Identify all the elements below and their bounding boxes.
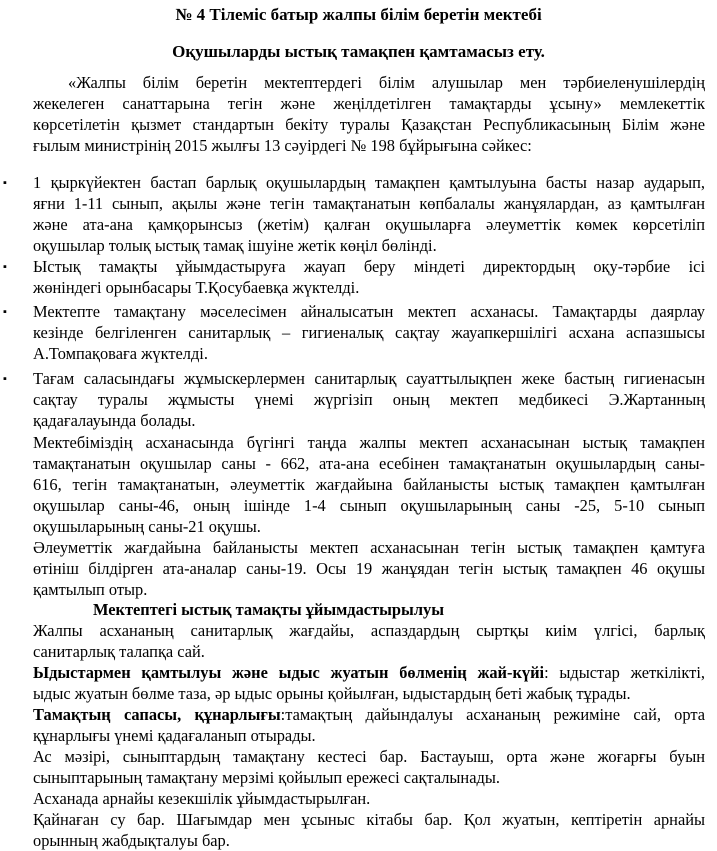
paragraph-line: оқушылар саны-46, оның ішінде 1-4 сынып оқушыларының саны -25, 5-10 сынып [33, 495, 705, 515]
paragraph-line: 616, тегін тамақтанатын, әлеуметтік жағдайына байланысты ыстық тамақпен қамтылған [33, 474, 705, 494]
bullet-marker: ▪ [3, 372, 7, 385]
bullet-line: яғни 1-11 сынып, ақылы және тегін тамақтанатын көпбалалы жанұялардан, аз қамтылған [33, 193, 705, 213]
paragraph-line: Қайнаған су бар. Шағымдар мен ұсыныс кітабы бар. Қол жуатын, кептіретін арнайы [33, 809, 705, 829]
paragraph-line: өтініш білдірген ата-аналар саны-19. Осы 19 жанұядан тегін ыстық тамақпен 46 оқушы [33, 558, 705, 578]
quality-text: :тамақтың дайындалуы асхананың режиміне сай, орта [280, 704, 705, 724]
bullet-line: жөніндегі орынбасары Т.Қосубаевқа жүктелді. [33, 277, 360, 297]
dish-label: Ыдыстармен қамтылуы және ыдыс жуатын бөлменің жай-күйі [33, 662, 545, 682]
bullet-line: қадағалауында болады. [33, 410, 196, 430]
bullet-marker: ▪ [3, 176, 7, 189]
bullet-line: 1 қыркүйектен бастап барлық оқушылардың тамақпен қамтылуына басты назар аударып, [33, 172, 705, 192]
section-heading: Мектептегі ыстық тамақты ұйымдастырылуы [93, 599, 445, 619]
paragraph-line: санитарлық талапқа сай. [33, 641, 205, 661]
paragraph-line [33, 663, 705, 683]
paragraph-line: сыныптарының тамақтану мерзімі қойылып ережесі сақталынады. [33, 767, 500, 787]
paragraph-line: «Жалпы білім беретін мектептердегі білім алушылар мен тәрбиеленушілердің [68, 72, 705, 92]
paragraph-line: Ас мәзірі, сыныптардың тамақтану кестесі бар. Бастауыш, орта және жоғарғы буын [33, 746, 705, 766]
document-subtitle: Оқушыларды ыстық тамақпен қамтамасыз ету. [172, 42, 545, 62]
bullet-line: А.Томпақоваға жүктелді. [33, 343, 208, 363]
paragraph-line: қамтылып отыр. [33, 579, 148, 599]
school-title: № 4 Тілеміс батыр жалпы білім беретін мектебі [175, 4, 542, 24]
paragraph-line: жекелеген санаттарына тегін және жеңілдетілген тамақтарды ұсыну» мемлекеттік [33, 93, 705, 113]
paragraph-line: орынның жабдықталуы бар. [33, 830, 230, 850]
bullet-line: сақтау туралы жұмысты үнемі жүргізіп оның мектеп медбикесі Э.Жартанның [33, 389, 705, 409]
bullet-line: және ата-ана қамқорынсыз (жетім) қалған оқушыларға әлеуметтік көмек көрсетіліп [33, 214, 705, 234]
dish-text: : ыдыстар жеткілікті, [544, 662, 705, 682]
bullet-line: оқушылар толық ыстық тамақ ішуіне жетік көңіл бөлінді. [33, 235, 437, 255]
paragraph-line: оқушыларының саны-21 оқушы. [33, 516, 261, 536]
paragraph-line [33, 705, 705, 725]
bullet-line: кезінде белгіленген санитарлық – гигиеналық сақтау жауапкершілігі асхана аспазшысы [33, 322, 705, 342]
quality-label: Тамақтың сапасы, құнарлығы [33, 704, 281, 724]
paragraph-line: ғылым министрінің 2015 жылғы 13 сәуірдегі № 198 бұйрығына сәйкес: [33, 135, 532, 155]
bullet-line: Тағам саласындағы жұмыскерлермен санитарлық сауаттылықпен жеке бастың гигиенасын [33, 368, 705, 388]
bullet-marker: ▪ [3, 260, 7, 273]
paragraph-line: тамақтанатын оқушылар саны - 662, ата-ана есебінен тамақтанатын оқушылардың саны- [33, 453, 705, 473]
paragraph-line: Мектебіміздің асханасында бүгінгі таңда жалпы мектеп асханасынан ыстық тамақпен [33, 432, 705, 452]
bullet-line: Мектепте тамақтану мәселесімен айналысатын мектеп асханасы. Тамақтарды даярлау [33, 301, 705, 321]
paragraph-line: Әлеуметтік жағдайына байланысты мектеп асханасынан тегін ыстық тамақпен қамтуға [33, 537, 705, 557]
duty-line: Асханада арнайы кезекшілік ұйымдастырылған. [33, 788, 371, 808]
paragraph-line: ыдыс жуатын бөлме таза, әр ыдыс орыны қойылған, ыдыстардың беті жабық тұрады. [33, 683, 631, 703]
bullet-line: Ыстық тамақты ұйымдастыруға жауап беру міндеті директордың оқу-тәрбие ісі [33, 256, 705, 276]
paragraph-line: құнарлығы үнемі қадағаланып отырады. [33, 725, 316, 745]
paragraph-line: Жалпы асхананың санитарлық жағдайы, аспаздардың сыртқы киім үлгісі, барлық [33, 620, 705, 640]
bullet-marker: ▪ [3, 305, 7, 318]
paragraph-line: көрсетілетін қызмет стандартын бекіту туралы Қазақстан Республикасының Білім және [33, 114, 705, 134]
